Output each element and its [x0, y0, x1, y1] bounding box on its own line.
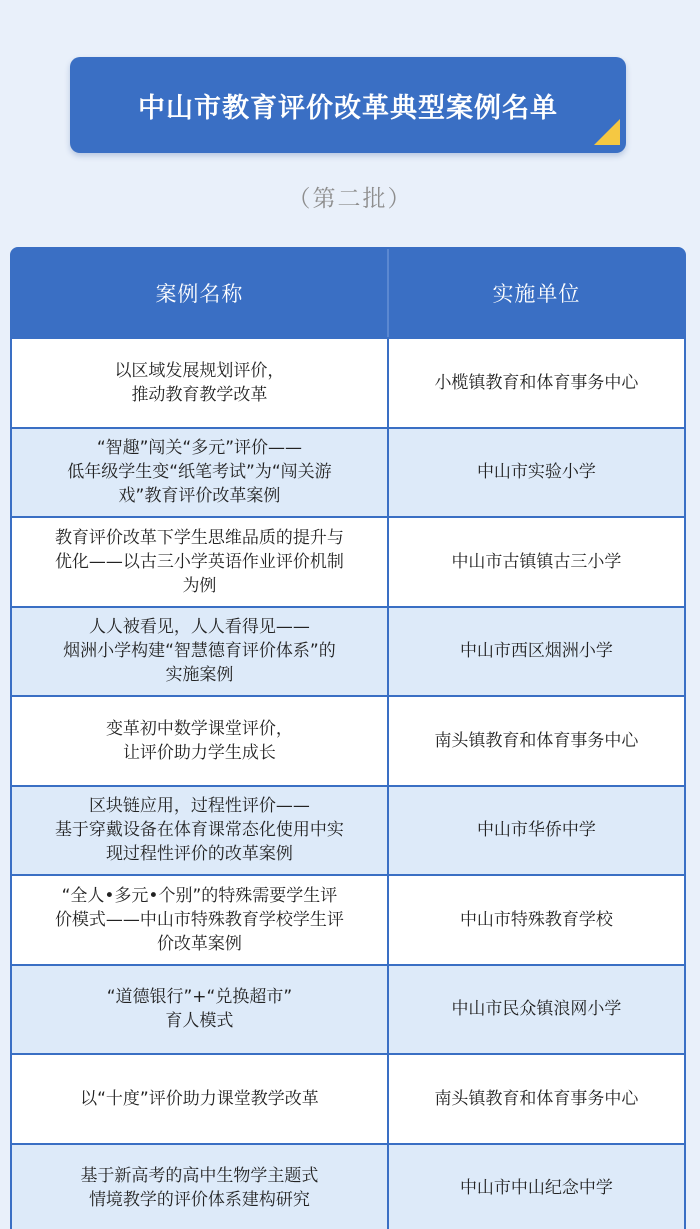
unit-cell: [389, 518, 684, 606]
table-row: [12, 785, 684, 875]
table-row: [12, 427, 684, 517]
case-name-cell: [12, 518, 389, 606]
unit-cell: [389, 876, 684, 964]
unit-text: 中山市民众镇浪网小学: [451, 999, 622, 1020]
case-name-text: 基于新高考的高中生物学主题式 情境教学的评价体系建构研究: [80, 1166, 319, 1211]
table-row: [12, 1143, 684, 1229]
unit-text: 中山市中山纪念中学: [459, 1178, 613, 1199]
unit-cell: [389, 1145, 684, 1229]
case-name-cell: [12, 1145, 389, 1229]
case-name-text: 变革初中数学课堂评价， 让评价助力学生成长: [105, 718, 293, 763]
unit-text: 中山市古镇镇古三小学: [451, 551, 622, 572]
case-name-cell: [12, 697, 389, 785]
table-row: [12, 606, 684, 696]
unit-text: 中山市实验小学: [476, 462, 596, 483]
unit-cell: [389, 339, 684, 427]
unit-cell: [389, 966, 684, 1054]
unit-text: 中山市西区烟洲小学: [459, 641, 613, 662]
table-row: [12, 516, 684, 606]
table-row: [12, 874, 684, 964]
unit-text: 南头镇教育和体育事务中心: [434, 1088, 639, 1109]
unit-cell: [389, 1055, 684, 1143]
case-name-text: “道德银行”+“兑换超市” 育人模式: [106, 987, 293, 1032]
case-name-cell: [12, 966, 389, 1054]
column-header-case-name: 案例名称: [12, 249, 389, 337]
case-name-text: 区块链应用，过程性评价—— 基于穿戴设备在体育课常态化使用中实 现过程性评价的改革案例: [54, 796, 344, 865]
unit-text: 小榄镇教育和体育事务中心: [434, 372, 639, 393]
table-body: [12, 337, 684, 1229]
case-name-cell: [12, 1055, 389, 1143]
folded-corner-icon: [594, 119, 620, 145]
case-name-cell: [12, 876, 389, 964]
unit-text: 中山市华侨中学: [476, 820, 596, 841]
case-table: [10, 247, 686, 1229]
case-name-cell: [12, 339, 389, 427]
unit-text: 中山市特殊教育学校: [459, 909, 613, 930]
case-name-cell: [12, 608, 389, 696]
case-name-text: 以“十度”评价助力课堂教学改革: [80, 1088, 319, 1109]
title-banner: [70, 57, 626, 153]
unit-cell: [389, 608, 684, 696]
case-name-text: “全人•多元•个别”的特殊需要学生评 价模式——中山市特殊教育学校学生评 价改革案例: [54, 885, 344, 954]
unit-cell: [389, 429, 684, 517]
batch-subtitle: （第二批）: [287, 186, 413, 212]
unit-text: 南头镇教育和体育事务中心: [434, 730, 639, 751]
column-header-unit: 实施单位: [492, 282, 581, 306]
table-row: [12, 337, 684, 427]
case-name-cell: [12, 787, 389, 875]
case-name-text: 以区域发展规划评价， 推动教育教学改革: [114, 360, 285, 405]
unit-cell: [389, 787, 684, 875]
page-title: 中山市教育评价改革典型案例名单: [138, 92, 558, 124]
case-name-cell: [12, 429, 389, 517]
case-name-text: “智趣”闯关“多元”评价—— 低年级学生变“纸笔考试”为“闯关游 戏”教育评价改革案例: [67, 438, 332, 507]
case-name-text: 教育评价改革下学生思维品质的提升与 优化——以古三小学英语作业评价机制 为例: [54, 527, 344, 596]
table-row: [12, 1053, 684, 1143]
case-name-text: 人人被看见，人人看得见—— 烟洲小学构建“智慧德育评价体系”的 实施案例: [63, 617, 336, 686]
table-row: [12, 964, 684, 1054]
unit-cell: [389, 697, 684, 785]
table-header: [12, 249, 684, 337]
table-row: [12, 695, 684, 785]
